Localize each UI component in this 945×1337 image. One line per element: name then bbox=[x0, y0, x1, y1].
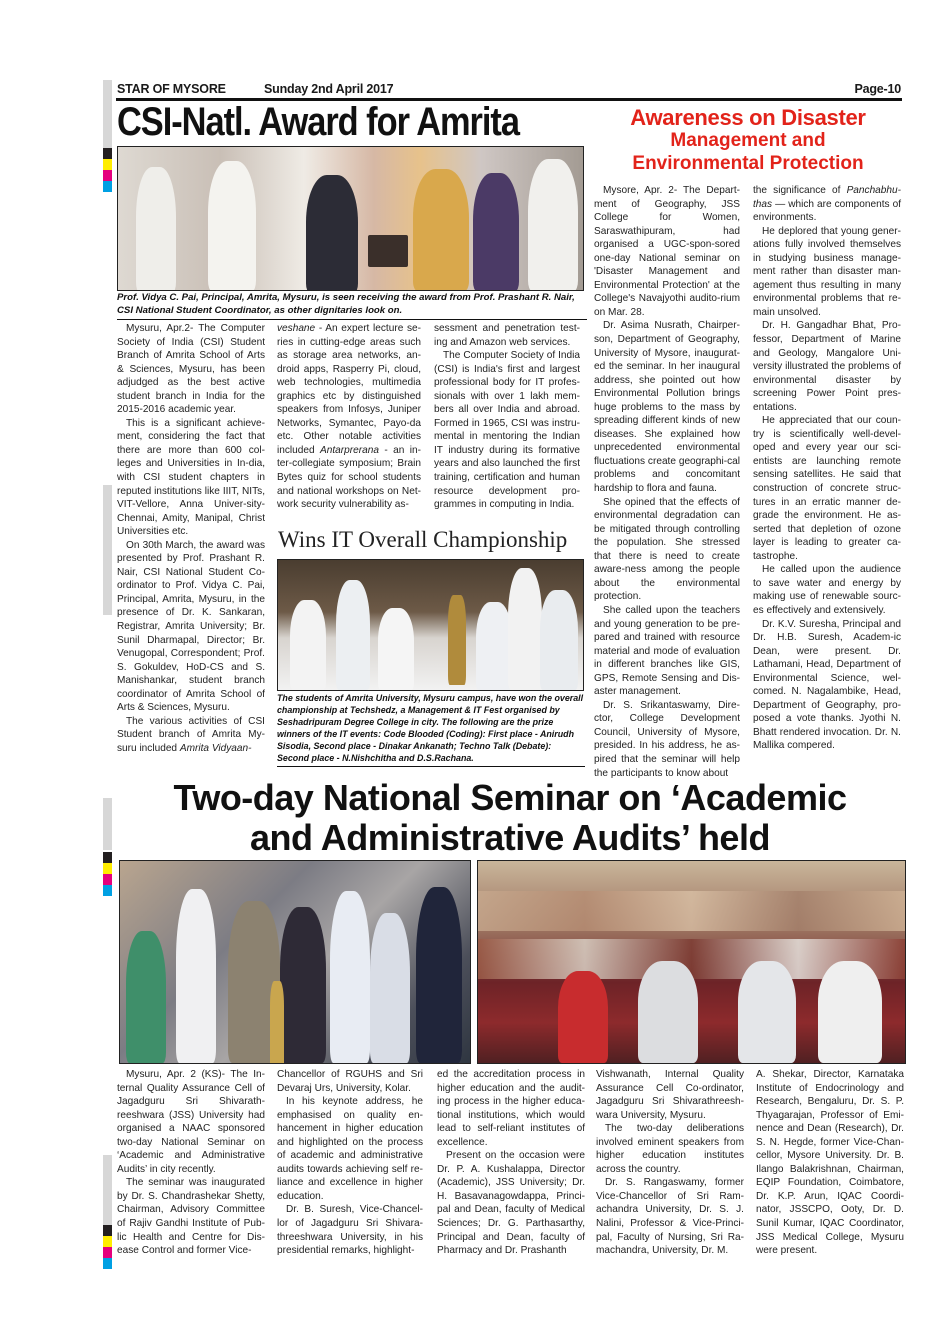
person-figure bbox=[818, 961, 882, 1063]
paragraph: Mysuru, Apr.2- The Computer Society of India (CSI) Student Branch of Amrita School of Arts & Sciences, Mysuru, has been adjudged as the best active student branch in India for the 2015-2016 academic year. bbox=[117, 323, 265, 416]
seminar-column-4 bbox=[596, 1068, 744, 1258]
issue-date: Sunday 2nd April 2017 bbox=[264, 82, 394, 96]
championship-headline: Wins IT Overall Championship bbox=[278, 527, 568, 552]
person-figure bbox=[413, 169, 469, 291]
disaster-headline bbox=[592, 106, 904, 175]
person-figure bbox=[540, 590, 578, 690]
seminar-column-5 bbox=[756, 1068, 904, 1258]
person-figure bbox=[370, 913, 410, 1063]
paragraph: The Computer Society of India (CSI) is India's first and largest professional body for IT profes-sionals with over 1 lakh mem-bers all over India and abroad. Formed in 1965, CSI was instru-mental in mentoring the Indian IT industry during its formative years and also launched the first training, certification and human resource development pro-grammes in computing in India. bbox=[434, 350, 580, 511]
csi-photo-caption: Prof. Vidya C. Pai, Principal, Amrita, Mysuru, is seen receiving the award from Prof. Prashant R. Nair, CSI National Student Coordinator, as other dignitaries look on. bbox=[117, 292, 587, 320]
registration-swatch-yellow bbox=[103, 1236, 112, 1247]
paragraph bbox=[753, 184, 901, 225]
page-number: Page-10 bbox=[854, 82, 901, 96]
person-figure bbox=[306, 175, 358, 291]
oil-lamp bbox=[270, 981, 284, 1063]
seminar-headline bbox=[116, 778, 904, 858]
disaster-headline-line-3: Environmental Protection bbox=[632, 153, 864, 174]
registration-swatch-magenta bbox=[103, 1247, 112, 1258]
italic-term: Antarprerana bbox=[320, 444, 379, 456]
paragraph: ed the accreditation process in higher education and the audit-ing process in the higher educa-tional institutions, which would lead to self-reliant institutes of excellence. bbox=[437, 1069, 585, 1148]
paragraph: She called upon the teachers and young generation to be pre-pared and trained with resource material and mode of evaluation in different branches like GIS, GPS, Remote Sensing and Dis-aster management. bbox=[594, 604, 740, 698]
disaster-column-1 bbox=[594, 184, 740, 780]
seminar-column-3 bbox=[437, 1068, 585, 1258]
person-figure bbox=[280, 907, 326, 1063]
italic-term: Panchabhu-thas bbox=[753, 185, 901, 210]
championship-photo-caption: The students of Amrita University, Mysuru campus, have won the overall championship at Techshedz, a Management & IT Fest organised by Seshadripuram Degree College in city. The following are the prize winners of the IT events: Code Blooded (Coding): First place - Anirudh Sisodia, Second place - Dinakar Ankanath; Techno Talk (Debate): Second place - N.Nishchitha and D.S.Rachana. bbox=[277, 692, 585, 767]
trophy bbox=[448, 595, 466, 685]
margin-bar-bottom bbox=[103, 1155, 112, 1225]
person-figure bbox=[416, 887, 462, 1063]
paragraph: On 30th March, the award was presented by Prof. Prashant R. Nair, CSI National Student Co-ordinator to Prof. Vidya C. Pai, Principal, Amrita, Mysuru, in the presence of Dr. K. Sankaran, Registrar, Amrita University; Br. Sunil Dharmapal, Director; Br. Venugopal, Correspondent; Prof. S. Gokuldev, HoD-CS and S. Manishankar, student branch coordinator of Amrita School of Arts & Sciences, Mysuru. bbox=[117, 539, 265, 714]
paragraph: Dr. S. Rangaswamy, former Vice-Chancellor of Sri Ram-achandra University, Dr. S. J. Nalini, Professor & Vice-Princi-pal, Faculty of Nursing, Sri Ra-machandra, University, Dr. M. bbox=[596, 1177, 744, 1257]
paragraph: Dr. B. Suresh, Vice-Chancel-lor of Jagadguru Sri Shivara-threeshwara University, in his presidential remarks, highlight- bbox=[277, 1204, 423, 1257]
registration-swatch-yellow bbox=[103, 863, 112, 874]
paragraph: A. Shekar, Director, Karnataka Institute of Endocrinology and Research, Bengaluru, Dr. S. P. Thyagarajan, Professor of Emi-nence and Dean (Research), Dr. S. N. Hegde, former Vice-Chan-cellor, Mysore University. Dr. B. Ilango Balakrishnan, Chairman, EQIP Foundation, Coimbatore, Dr. K.P. Arun, IQAC Coordi-nator, JSSCPO, Ooty, Dr. D. Sunil Kumar, IQAC Coordinator, JSS Medical College, Mysuru were present. bbox=[756, 1069, 904, 1257]
registration-swatch-yellow bbox=[103, 159, 112, 170]
paragraph: sessment and penetration test-ing and Amazon web services. bbox=[434, 323, 580, 348]
person-figure bbox=[378, 608, 414, 690]
csi-column-2 bbox=[277, 322, 421, 512]
paragraph bbox=[117, 715, 265, 756]
paragraph: She opined that the effects of environmental degradation can be mitigated through controlling the population. She stressed that there is need to create aware-ness among the people about the environmental protection. bbox=[594, 496, 740, 603]
person-figure bbox=[126, 931, 166, 1063]
registration-swatch-cyan bbox=[103, 885, 112, 896]
paragraph: He deplored that young gener-ations fully involved themselves in studying business manage-ment rather than disaster man-agement thus resulting in many environmental problems that re-main unsolved. bbox=[753, 225, 901, 318]
award-plaque bbox=[368, 235, 408, 267]
registration-swatch-magenta bbox=[103, 170, 112, 181]
seminar-headline-line-1: Two-day National Seminar on ‘Academic bbox=[173, 777, 847, 818]
audience-row bbox=[478, 891, 905, 931]
paragraph: Dr. K.V. Suresha, Principal and Dr. H.B. Suresh, Academ-ic Dean, were present. Dr. Lathamani, Head, Department of Environmental Science, wel-comed. N. Nagalambike, Head, Department of Geography, pro-posed a vote thanks. Jyothi N. Bhatt rendered invocation. Dr. N. Mallika compered. bbox=[753, 618, 901, 752]
paragraph: Vishwanath, Internal Quality Assurance Cell Co-ordinator, Jagadguru Sri Shivarathreesh-wara University, Mysuru. bbox=[596, 1069, 744, 1121]
registration-swatch-black bbox=[103, 148, 112, 159]
margin-bar-mid bbox=[103, 485, 112, 615]
person-figure bbox=[528, 159, 578, 291]
registration-swatch-black bbox=[103, 852, 112, 863]
paragraph: Mysuru, Apr. 2 (KS)- The In-ternal Quality Assurance Cell of Jagadguru Sri Shivarath-reeshwara (JSS) University had organised a NAAC sponsored two-day National Seminar on ‘Academic and Administrative Audits’ in city recently. bbox=[117, 1069, 265, 1175]
paragraph: This is a significant achieve-ment, considering the fact that there are more than 600 col-leges and Universities in In-dia, with CSI student chapters in reputed institutions like IIIT, NITs, VIT-Vellore, Anna Univer-sity-Chennai, Amity, Manipal, Christ Universities etc. bbox=[117, 417, 265, 538]
person-figure bbox=[476, 602, 512, 690]
seminar-column-2 bbox=[277, 1068, 423, 1258]
csi-headline: CSI-Natl. Award for Amrita bbox=[117, 100, 519, 144]
text-run: the significance of bbox=[753, 185, 847, 196]
margin-bar-top bbox=[103, 80, 112, 150]
italic-term: Amrita Vidyaan- bbox=[179, 742, 252, 754]
paragraph: Dr. H. Gangadhar Bhat, Pro-fessor, Department of Marine and Geology, Mangalore Uni-versity illustrated the problems of environmental disaster by screening Power Point pres-entations. bbox=[753, 320, 901, 413]
paragraph: Chancellor of RGUHS and Sri Devaraj Urs, University, Kolar. bbox=[277, 1069, 423, 1094]
paragraph: In his keynote address, he emphasised on quality en-hancement in higher education and highlighted on the process of academic and administrative audits towards achieving self re-liance and excellence in higher education. bbox=[277, 1096, 423, 1202]
person-figure bbox=[176, 889, 216, 1063]
paragraph: The two-day deliberations involved eminent speakers from higher education institutes across the country. bbox=[596, 1123, 744, 1175]
text-run: - An expert lecture se-ries in cutting-edge areas such as storage area networks, an-droid apps, Rasperry Pi, cloud, web technologies, multimedia graphics etc by distinguished speakers from Infosys, Juniper Networks, Symantec, Payo-da etc. Other notable activities included bbox=[277, 323, 421, 456]
margin-bar-seminar bbox=[103, 798, 112, 850]
person-figure bbox=[136, 167, 176, 291]
registration-swatch-magenta bbox=[103, 874, 112, 885]
seminar-column-1 bbox=[117, 1068, 265, 1258]
paragraph: He called upon the audience to save water and energy by making use of renewable sourc-es effectively and extensively. bbox=[753, 564, 901, 616]
paragraph: Dr. S. Srikantaswamy, Dire-ctor, College Development Council, University of Mysore, presided. In his address, he as-pired that the seminar will help the participants to know about bbox=[594, 699, 740, 779]
paper-name: STAR OF MYSORE bbox=[117, 82, 226, 96]
disaster-headline-line-2: Management and bbox=[670, 130, 826, 151]
registration-swatch-cyan bbox=[103, 1258, 112, 1269]
registration-swatch-black bbox=[103, 1225, 112, 1236]
person-figure bbox=[638, 961, 698, 1063]
disaster-headline-line-1: Awareness on Disaster bbox=[630, 105, 866, 130]
csi-column-3 bbox=[434, 322, 580, 512]
person-figure bbox=[558, 971, 608, 1063]
csi-award-photo bbox=[117, 146, 584, 291]
paragraph: Dr. Asima Nusrath, Chairper-son, Department of Geography, University of Mysore, inaugurat-ed the seminar. In her inaugural address, she pointed out how Environmental Pollution brings huge problems to the mass by spreading different kinds of new diseases. She explained how unprecedented environmental fluctuations create geographi-cal problems and concomitant hardship to flora and fauna. bbox=[594, 320, 740, 495]
person-figure bbox=[330, 891, 370, 1063]
paragraph: The seminar was inaugurated by Dr. S. Chandrashekar Shetty, Chairman, Advisory Committee of Rajiv Gandhi Institute of Pub-lic Health and Centre for Dis-ease Control and former Vice- bbox=[117, 1177, 265, 1257]
paragraph bbox=[277, 322, 421, 512]
person-figure bbox=[508, 568, 542, 690]
seminar-headline-line-2: and Administrative Audits’ held bbox=[250, 817, 770, 858]
seminar-audience-photo bbox=[477, 860, 906, 1064]
text-run: The various activities of CSI Student branch of Amrita My-suru included bbox=[117, 715, 265, 754]
lamp-lighting-photo bbox=[119, 860, 471, 1064]
person-figure bbox=[336, 580, 370, 690]
text-run: — which are components of environments. bbox=[753, 198, 901, 224]
disaster-column-2 bbox=[753, 184, 901, 753]
paragraph: Mysore, Apr. 2- The Depart-ment of Geography, JSS College for Women, Saraswathipuram, had organised a UGC-spon-sored one-day National seminar on 'Disaster Management and Environmental Protection' at the College's Navajyothi audito-rium on Mar. 28. bbox=[594, 185, 740, 318]
italic-term: veshane bbox=[277, 323, 316, 334]
person-figure bbox=[738, 961, 796, 1063]
person-figure bbox=[208, 161, 256, 291]
csi-column-1 bbox=[117, 322, 265, 756]
paragraph: Present on the occasion were Dr. P. A. Kushalappa, Director (Academic), JSS University; Dr. H. Basavanagowdappa, Princi-pal and Dean, faculty of Medical Sciences; Dr. G. Parthasarthy, Principal and Dean, faculty of Pharmacy and Dr. Prashanth bbox=[437, 1150, 585, 1257]
championship-photo bbox=[277, 559, 584, 691]
text-run: - an in-ter-collegiate symposium; Brain Bytes quiz for school students and national workshops on Net-work security vulnerability as- bbox=[277, 444, 421, 511]
registration-swatch-cyan bbox=[103, 181, 112, 192]
person-figure bbox=[290, 600, 326, 690]
person-figure bbox=[473, 173, 519, 291]
paragraph: He appreciated that our coun-try is scientifically well-devel-oped and every year our sci-entists are launching remote sensing satellites. He said that construction of concrete struc-tures in an erratic manner de-grade the environment. He as-serted that depletion of ozone layer is leading to greater ca-tastrophe. bbox=[753, 415, 901, 562]
